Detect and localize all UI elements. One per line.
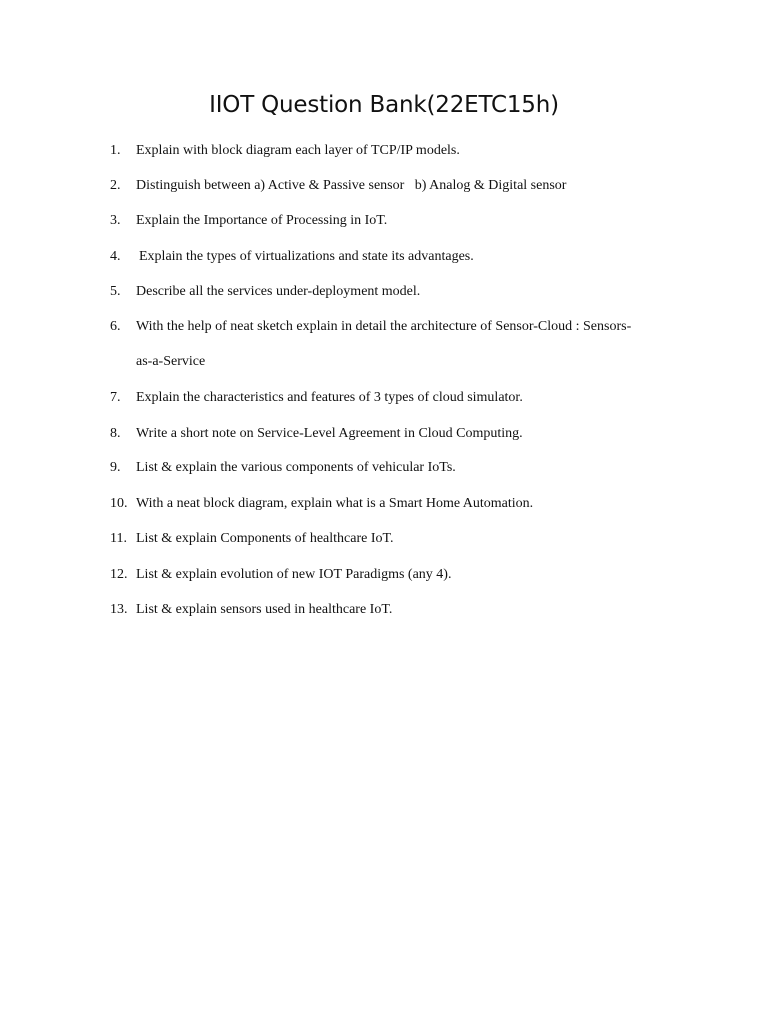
question-number: 10. [110,496,128,511]
question-number: 13. [110,602,128,617]
question-text: Explain the characteristics and features of 3 types of cloud simulator. [136,390,523,405]
question-text: With a neat block diagram, explain what is a Smart Home Automation. [136,496,534,511]
question-text: With the help of neat sketch explain in detail the architecture of Sensor-Cloud : Sensors- [136,319,632,334]
question-number: 9. [110,460,121,475]
question-number: 6. [110,319,121,334]
question-text-continuation: as-a-Service [136,354,206,369]
question-number: 7. [110,390,121,405]
question-text: List & explain the various components of vehicular IoTs. [136,460,456,475]
question-number: 3. [110,213,121,228]
question-text: List & explain sensors used in healthcare IoT. [136,602,393,617]
question-number: 2. [110,178,121,193]
question-text: List & explain evolution of new IOT Paradigms (any 4). [136,567,452,582]
question-number: 11. [110,531,127,546]
question-number: 4. [110,249,121,264]
question-text: Explain with block diagram each layer of TCP/IP models. [136,143,460,158]
page-title: IIOT Question Bank(22ETC15h) [209,92,559,118]
question-number: 8. [110,426,121,441]
question-text: List & explain Components of healthcare IoT. [136,531,394,546]
question-text: Write a short note on Service-Level Agreement in Cloud Computing. [136,426,523,441]
question-number: 5. [110,284,121,299]
question-text: Explain the types of virtualizations and state its advantages. [139,249,474,264]
question-text: Describe all the services under-deployment model. [136,284,421,299]
question-number: 1. [110,143,121,158]
question-text: Explain the Importance of Processing in IoT. [136,213,388,228]
question-text: Distinguish between a) Active & Passive sensor b) Analog & Digital sensor [136,178,567,193]
question-number: 12. [110,567,128,582]
